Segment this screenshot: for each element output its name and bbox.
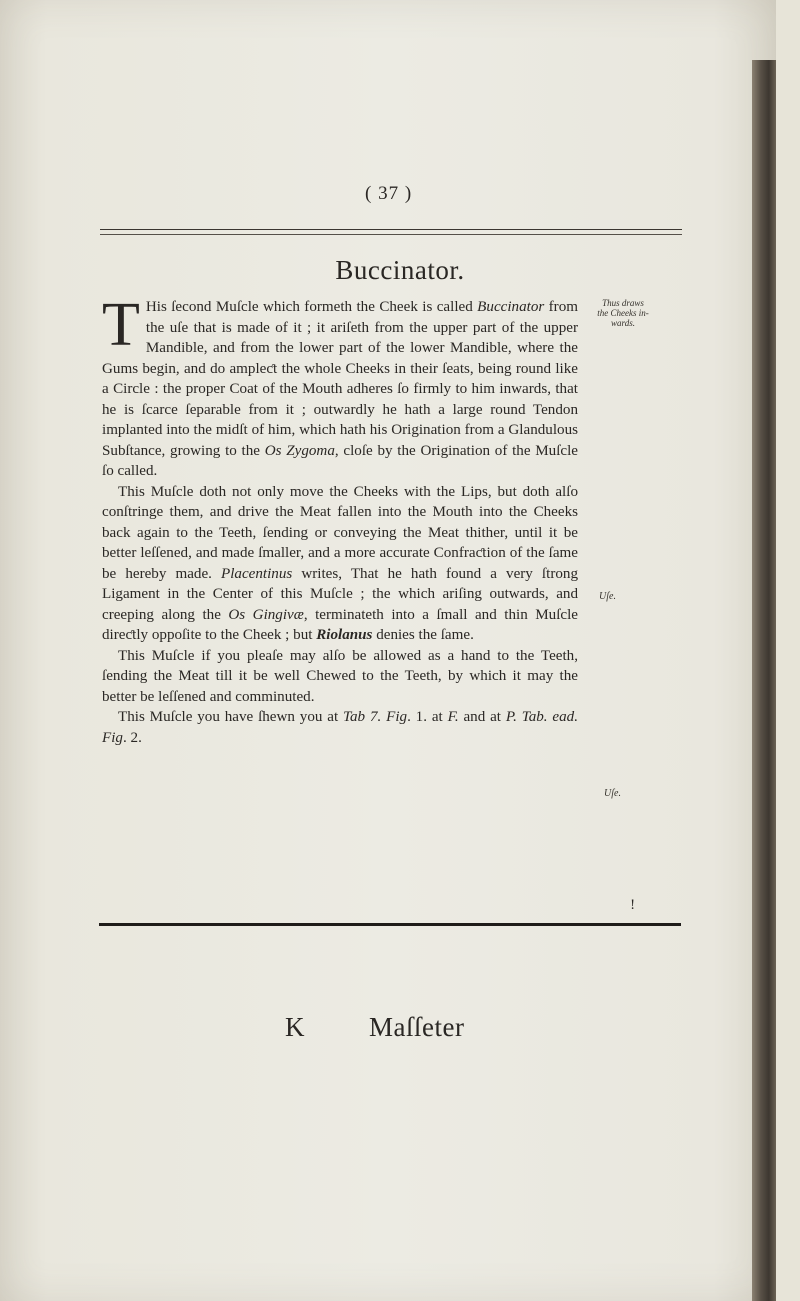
paragraph-1: T His ſecond Muſcle which formeth the Cheek is called Buccinator from the uſe that is made of it ; it ariſeth from the upper part of the upper Mandible, and from the lower part of the lower Mandible, where the Gums begin, and do ampleƈt the whole Cheeks in their ſeats, being round like a Circle : the proper Coat of the Mouth adheres ſo firmly to him inwards, that he is ſcarce ſeparable from it ; outwardly he hath a large round Tendon implanted into the midſt of him, which hath his Origination from a Glandulous Subſtance, growing to the Os Zygoma, cloſe by the Origination of the Muſcle ſo called.	[102, 291, 578, 479]
header-rule-second	[100, 234, 682, 235]
page-number: ( 37 )	[365, 183, 413, 204]
catchword-signature-letter: K	[285, 1012, 305, 1042]
page-fold-edge	[752, 60, 776, 1301]
margin-note-use-2: Uſe.	[604, 788, 621, 799]
footer-rule	[99, 923, 681, 926]
paragraph-3: This Muſcle if you pleaſe may alſo be allowed as a hand to the Teeth, ſending the Meat till it be well Chewed to the Teeth, by which it may the better be leſſened and comminuted.	[102, 647, 578, 705]
paragraph-4: This Muſcle you have ſhewn you at Tab 7. Fig. 1. at F. and at P. Tab. ead. Fig. 2.	[102, 709, 578, 746]
catchword	[285, 1012, 464, 1043]
margin-note-use-draws-cheeks: Thus draws the Cheeks in- wards.	[597, 298, 649, 328]
body-text	[102, 291, 578, 748]
margin-note-use-1: Uſe.	[599, 591, 616, 602]
section-heading: Buccinator.	[335, 255, 465, 285]
ink-mark: !	[630, 898, 636, 913]
header-rule	[100, 229, 682, 230]
drop-cap: T	[102, 291, 140, 359]
paragraph-2: This Muſcle doth not only move the Cheeks with the Lips, but doth alſo conſtringe them, and drive the Meat fallen into the Mouth into the Cheeks back again to the Teeth, ſending or conveying the Meat thither, until it be better leſſened, and made ſmaller, and a more accurate Confraƈtion of the ſame be hereby made. Placentinus writes, That he hath found a very ſtrong Ligament in the Center of this Muſcle ; the which ariſing outwards, and creeping along the Os Gingivæ, terminateth into a ſmall and thin Muſcle direƈtly oppoſite to the Cheek ; but Riolanus denies the ſame.	[102, 483, 578, 643]
catchword-word: Maſſeter	[369, 1012, 465, 1042]
